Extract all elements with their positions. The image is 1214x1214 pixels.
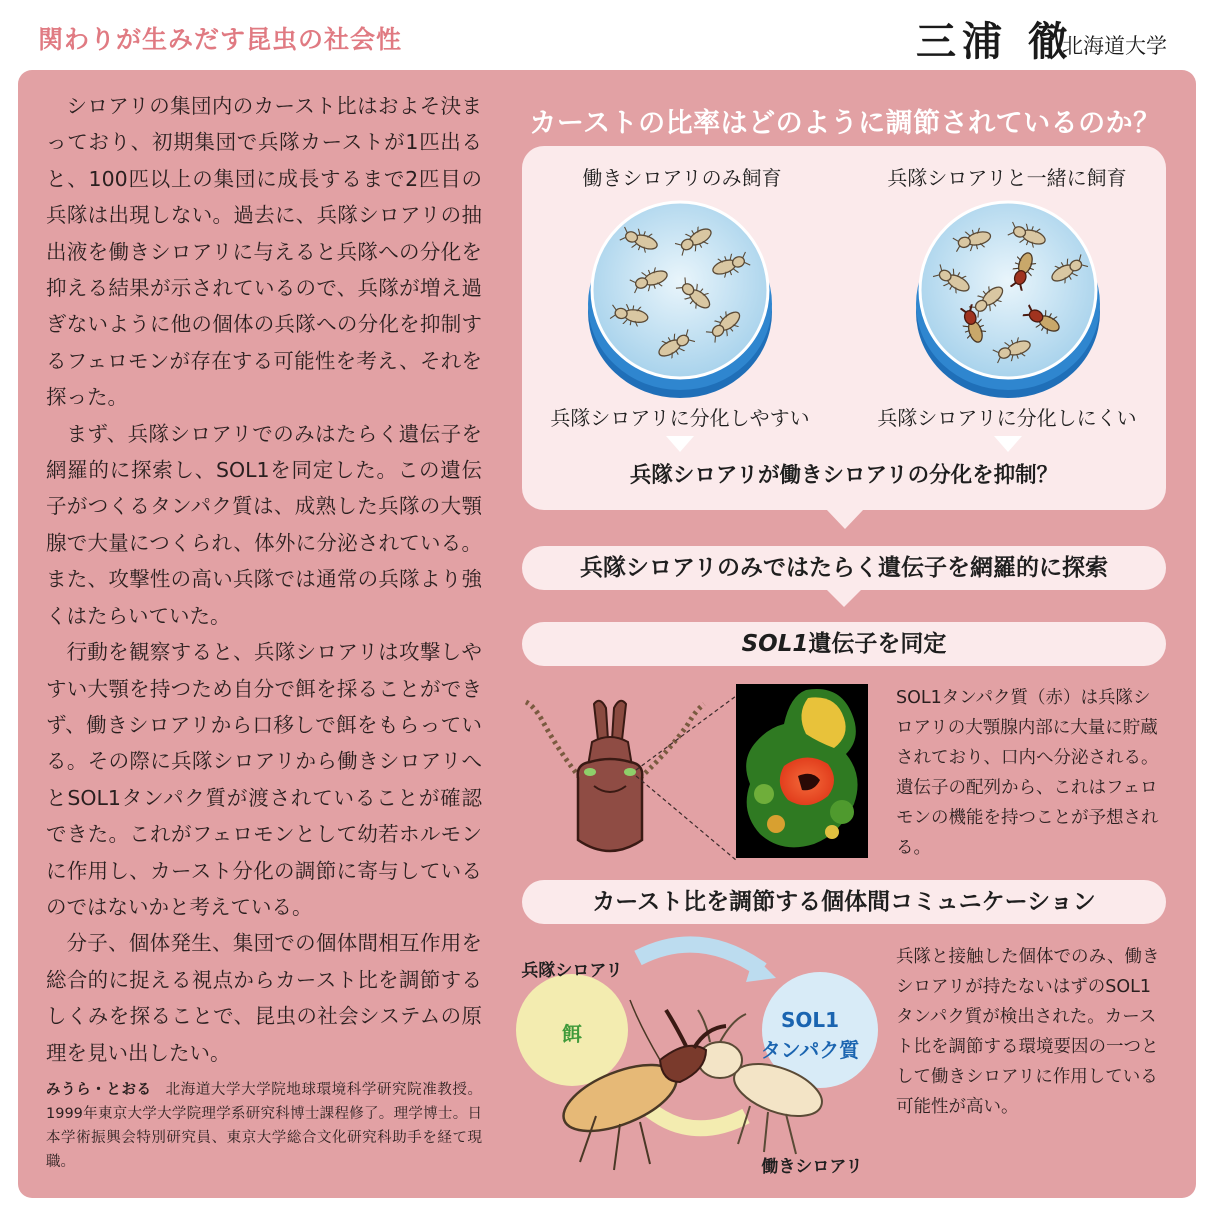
right-arrow-down [994, 436, 1022, 452]
author-affiliation: 北海道大学 [1062, 34, 1167, 58]
right-condition-label: 兵隊シロアリと一緒に飼育 [887, 166, 1127, 190]
step-identify-gene [522, 622, 1166, 666]
protein-label-line1: SOL1 [780, 1008, 840, 1032]
communication-description: 兵隊と接触した個体でのみ、働きシロアリが持たないはずのSOL1タンパク質が検出された。カースト比を調節する環境要因の一つとして働きシロアリに作用している可能性が高い。 [896, 947, 1160, 1117]
step-search-pointer [826, 589, 862, 607]
bio-text: 北海道大学大学院地球環境科学研究院准教授。1999年東京大学大学院理学系研究科博士課程修了。理学博士。日本学術振興会特別研究員、東京大学総合文化研究科助手を経て現職。 [46, 1082, 483, 1170]
left-result-label: 兵隊シロアリに分化しやすい [550, 406, 810, 430]
left-condition-label: 働きシロアリのみ飼育 [582, 166, 782, 190]
step-search-label: 兵隊シロアリのみではたらく遺伝子を網羅的に探索 [579, 555, 1109, 581]
soldier-label: 兵隊シロアリ [521, 961, 623, 981]
article-body [46, 88, 482, 1071]
author-bio [46, 1078, 482, 1174]
paragraph-4: 分子、個体発生、集団での個体間相互作用を総合的に捉える視点からカースト比を調節するしくみを探ることで、昆虫の社会システムの原理を見い出したい。 [46, 931, 482, 1065]
dish-workers-only [580, 200, 780, 400]
gland-description: SOL1タンパク質（赤）は兵隊シロアリの大顎腺内部に大量に貯蔵されており、口内へ分泌される。遺伝子の配列から、これはフェロモンの機能を持つことが予想される。 [896, 688, 1159, 858]
comparison-box-pointer [826, 509, 864, 529]
left-arrow-down [666, 436, 694, 452]
step-communication [522, 880, 1166, 924]
figure-question: カーストの比率はどのように調節されているのか？ [529, 108, 1161, 139]
step-search-genes [522, 546, 1166, 590]
step-identify-label: 遺伝子を同定 [808, 631, 947, 657]
bio-name: みうら・とおる [46, 1082, 152, 1098]
paragraph-3: 行動を観察すると、兵隊シロアリは攻撃しやすい大顎を持つため自分で餌を採ることができず、働きシロアリから口移しで餌をもらっている。その際に兵隊シロアリから働きシロアリへとSOL1タンパク質が渡されていることが確認できた。これがフェロモンとして幼若ホルモンに作用し、カースト分化の調節に寄与しているのではないかと考えている。 [46, 640, 482, 919]
soldier-head-illustration [520, 690, 740, 870]
worker-label: 働きシロアリ [761, 1157, 863, 1177]
series-title: 関わりが生みだす昆虫の社会性 [38, 25, 403, 54]
paragraph-1: シロアリの集団内のカースト比はおよそ決まっており、初期集団で兵隊カーストが1匹出ると、100匹以上の集団に成長するまで2匹目の兵隊は出現しない。過去に、兵隊シロアリの抽出液を働きシロアリに与えると兵隊への分化を抑える結果が示されているので、兵隊が増え過ぎないように他の個体の兵隊への分化を抑制するフェロモンが存在する可能性を考え、それを探った。 [46, 94, 482, 410]
food-label: 餌 [562, 1022, 582, 1046]
author-name: 三浦 徹 [916, 19, 1074, 65]
paragraph-2: まず、兵隊シロアリでのみはたらく遺伝子を網羅的に探索し、SOL1を同定した。この遺伝子がつくるタンパク質は、成熟した兵隊の大顎腺で大量につくられ、体外に分泌されている。また、攻撃性の高い兵隊では通常の兵隊より強くはたらいていた。 [46, 421, 482, 628]
hypothesis-text: 兵隊シロアリが働きシロアリの分化を抑制？ [629, 463, 1059, 488]
gene-name: SOL1 [741, 631, 809, 657]
gland-micrograph [736, 684, 868, 858]
right-result-label: 兵隊シロアリに分化しにくい [877, 406, 1137, 430]
dish-with-soldiers [908, 200, 1108, 400]
protein-label-line2: タンパク質 [760, 1038, 860, 1062]
step-communication-label: カースト比を調節する個体間コミュニケーション [592, 889, 1096, 915]
